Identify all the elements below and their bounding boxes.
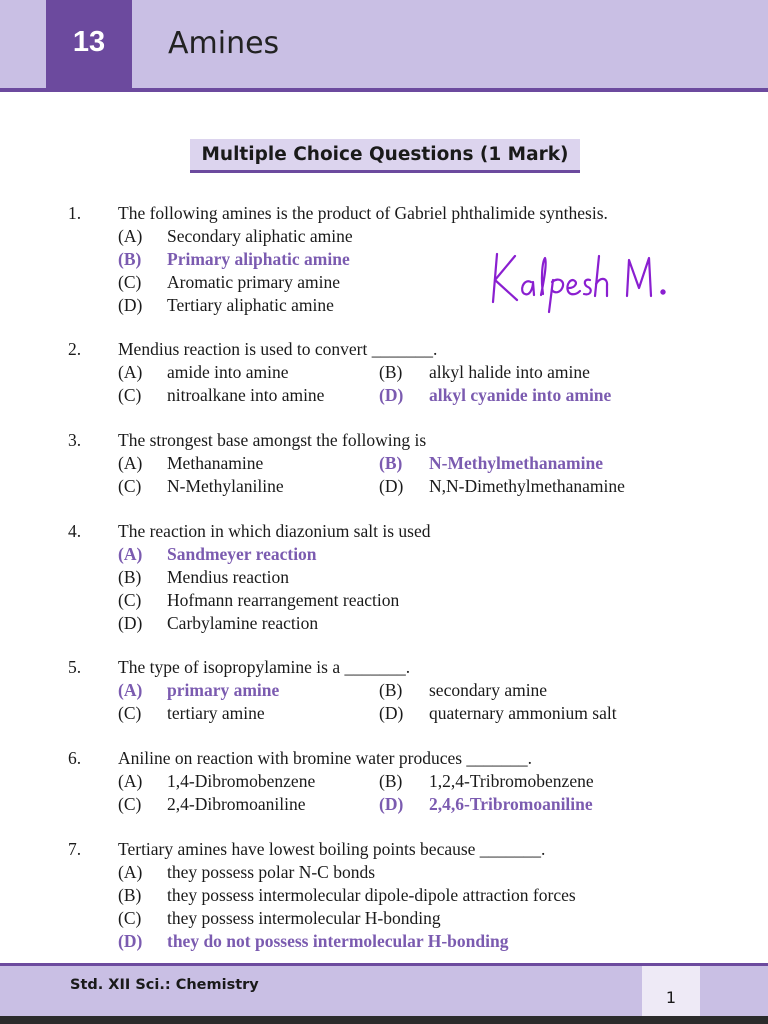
question-number: 3.	[68, 430, 82, 450]
option-text-answer: primary amine	[167, 680, 280, 700]
option-text: 1,2,4-Tribromobenzene	[429, 771, 594, 791]
question-number: 5.	[68, 657, 82, 677]
question-text: The type of isopropylamine is a _______.	[118, 657, 411, 677]
option-text: secondary amine	[429, 680, 548, 700]
option-label: (D)	[379, 703, 404, 723]
question-number: 7.	[68, 839, 82, 859]
option-text: 2,4-Dibromoaniline	[167, 794, 306, 814]
option-label: (C)	[118, 590, 142, 610]
question-text: The following amines is the product of Gabriel phthalimide synthesis.	[118, 203, 608, 223]
footer-subject: Std. XII Sci.: Chemistry	[70, 977, 259, 993]
header-rule	[0, 88, 768, 92]
option-label: (C)	[118, 476, 142, 496]
option-text: they possess intermolecular H-bonding	[167, 908, 441, 928]
question-text: Mendius reaction is used to convert _______.	[118, 339, 438, 359]
option-label-answer: (D)	[379, 794, 404, 814]
option-label-answer: (A)	[118, 680, 143, 700]
option-text: 1,4-Dibromobenzene	[167, 771, 316, 791]
option-label-answer: (D)	[118, 931, 143, 951]
option-text: they possess intermolecular dipole-dipole attraction forces	[167, 885, 576, 905]
option-label-answer: (D)	[379, 385, 404, 405]
option-text: Hofmann rearrangement reaction	[167, 590, 400, 610]
option-label: (A)	[118, 862, 143, 882]
option-text: Secondary aliphatic amine	[167, 226, 353, 246]
option-label-answer: (A)	[118, 544, 143, 564]
option-label: (C)	[118, 908, 142, 928]
question-text: The strongest base amongst the following is	[118, 430, 427, 450]
option-text: N,N-Dimethylmethanamine	[429, 476, 625, 496]
section-title: Multiple Choice Questions (1 Mark)	[190, 139, 580, 173]
option-label: (B)	[379, 362, 403, 382]
option-label: (C)	[118, 385, 142, 405]
option-label: (B)	[118, 885, 142, 905]
option-text: alkyl halide into amine	[429, 362, 590, 382]
option-label: (B)	[379, 680, 403, 700]
option-text-answer: Sandmeyer reaction	[167, 544, 317, 564]
option-text: nitroalkane into amine	[167, 385, 325, 405]
option-label: (C)	[118, 272, 142, 292]
option-label: (B)	[379, 771, 403, 791]
option-text: amide into amine	[167, 362, 289, 382]
option-text-answer: they do not possess intermolecular H-bonding	[167, 931, 509, 951]
option-text-answer: N-Methylmethanamine	[429, 453, 604, 473]
option-text-answer: Primary aliphatic amine	[167, 249, 350, 269]
option-label: (A)	[118, 226, 143, 246]
option-label: (D)	[118, 613, 143, 633]
option-label-answer: (B)	[118, 249, 142, 269]
question-number: 6.	[68, 748, 82, 768]
option-label: (A)	[118, 362, 143, 382]
option-label: (C)	[118, 703, 142, 723]
option-label: (C)	[118, 794, 142, 814]
option-text: Aromatic primary amine	[167, 272, 340, 292]
question-number: 4.	[68, 521, 82, 541]
page-number: 1	[642, 966, 700, 1016]
option-text: Carbylamine reaction	[167, 613, 319, 633]
question-text: Aniline on reaction with bromine water produces _______.	[118, 748, 533, 768]
option-text: Tertiary aliphatic amine	[167, 295, 334, 315]
question-number: 1.	[68, 203, 82, 223]
option-text: Mendius reaction	[167, 567, 289, 587]
option-text: Methanamine	[167, 453, 264, 473]
question-text: The reaction in which diazonium salt is used	[118, 521, 431, 541]
bottom-edge	[0, 1016, 768, 1024]
option-text: they possess polar N-C bonds	[167, 862, 376, 882]
option-label: (D)	[118, 295, 143, 315]
option-text-answer: 2,4,6-Tribromoaniline	[429, 794, 593, 814]
option-text: tertiary amine	[167, 703, 265, 723]
option-label: (A)	[118, 771, 143, 791]
option-text-answer: alkyl cyanide into amine	[429, 385, 612, 405]
handwritten-signature-icon	[487, 244, 687, 314]
option-text: quaternary ammonium salt	[429, 703, 617, 723]
option-label: (B)	[118, 567, 142, 587]
option-label: (D)	[379, 476, 404, 496]
option-label: (A)	[118, 453, 143, 473]
question-text: Tertiary amines have lowest boiling points because _______.	[118, 839, 546, 859]
chapter-title: Amines	[168, 26, 280, 61]
chapter-number: 13	[46, 0, 132, 88]
option-text: N-Methylaniline	[167, 476, 284, 496]
question-number: 2.	[68, 339, 82, 359]
option-label-answer: (B)	[379, 453, 403, 473]
